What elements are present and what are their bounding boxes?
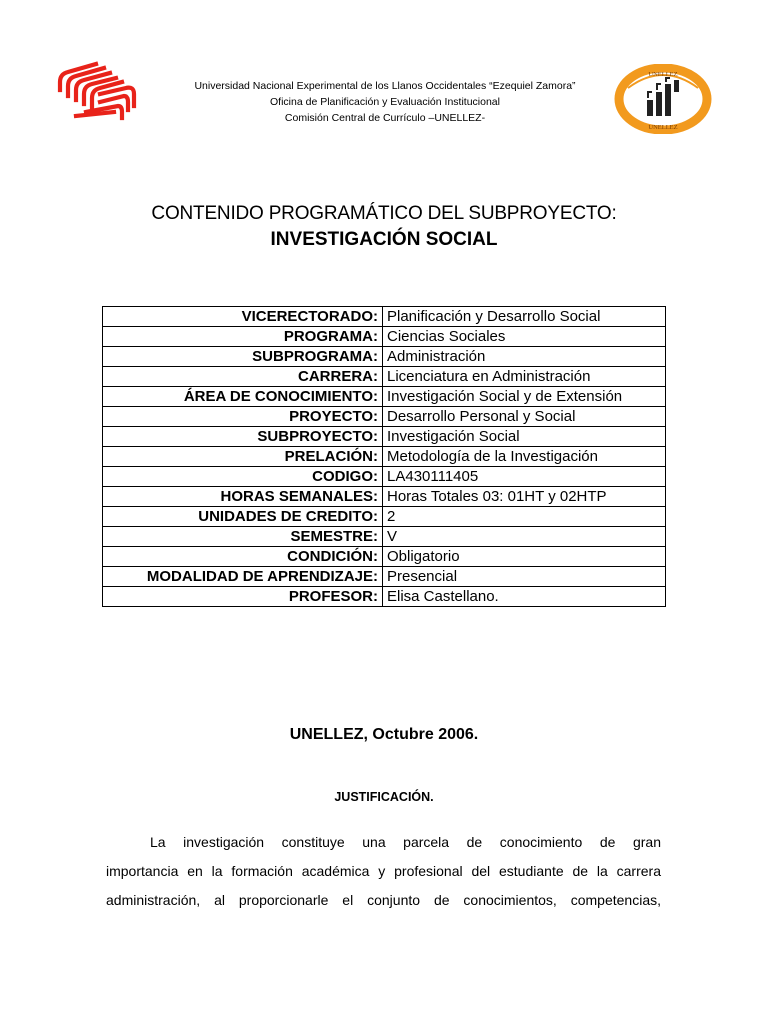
info-table-row	[103, 527, 666, 547]
info-label: CONDICIÓN:	[103, 547, 383, 567]
info-table-row	[103, 327, 666, 347]
info-label: UNIDADES DE CREDITO:	[103, 507, 383, 527]
info-table-row	[103, 387, 666, 407]
info-value: Desarrollo Personal y Social	[383, 407, 666, 427]
info-value: Investigación Social y de Extensión	[383, 387, 666, 407]
info-value: V	[383, 527, 666, 547]
info-table-row	[103, 427, 666, 447]
info-value: Horas Totales 03: 01HT y 02HTP	[383, 487, 666, 507]
paragraph-line: administración, al proporcionarle el conjunto de conocimientos, competencias,	[106, 892, 661, 908]
info-label: CARRERA:	[103, 367, 383, 387]
info-value: Ciencias Sociales	[383, 327, 666, 347]
document-title: CONTENIDO PROGRAMÁTICO DEL SUBPROYECTO:	[151, 203, 617, 224]
info-table-row	[103, 447, 666, 467]
info-label: PROGRAMA:	[103, 327, 383, 347]
justification-paragraph	[106, 828, 661, 915]
info-label: PROYECTO:	[103, 407, 383, 427]
info-label: SUBPROYECTO:	[103, 427, 383, 447]
info-table-row	[103, 407, 666, 427]
info-value: Planificación y Desarrollo Social	[383, 307, 666, 327]
info-label: PROFESOR:	[103, 587, 383, 607]
info-value: Obligatorio	[383, 547, 666, 567]
info-value: Elisa Castellano.	[383, 587, 666, 607]
info-label: MODALIDAD DE APRENDIZAJE:	[103, 567, 383, 587]
info-table-row	[103, 547, 666, 567]
subproject-title: INVESTIGACIÓN SOCIAL	[270, 229, 498, 250]
opei-logo	[614, 64, 712, 134]
seal-top-text: UNELLEZ	[648, 71, 678, 78]
info-label: SUBPROGRAMA:	[103, 347, 383, 367]
info-label: ÁREA DE CONOCIMIENTO:	[103, 387, 383, 407]
header-line-university: Universidad Nacional Experimental de los Llanos Occidentales “Ezequiel Zamora”	[194, 80, 576, 92]
info-table-row	[103, 347, 666, 367]
info-table-row	[103, 487, 666, 507]
info-label: VICERECTORADO:	[103, 307, 383, 327]
info-label: SEMESTRE:	[103, 527, 383, 547]
info-label: CODIGO:	[103, 467, 383, 487]
info-value: Metodología de la Investigación	[383, 447, 666, 467]
info-table-row	[103, 587, 666, 607]
unellez-logo	[56, 60, 140, 124]
header-line-office: Oficina de Planificación y Evaluación Institucional	[270, 96, 500, 108]
info-value: LA430111405	[383, 467, 666, 487]
paragraph-line: La investigación constituye una parcela de conocimiento de gran	[150, 834, 661, 850]
info-table-row	[103, 307, 666, 327]
info-value: Administración	[383, 347, 666, 367]
seal-bottom-text: UNELLEZ	[648, 124, 678, 131]
opei-seal-icon	[614, 64, 712, 134]
info-table-row	[103, 467, 666, 487]
unellez-red-logo-icon	[56, 60, 140, 124]
info-table-row	[103, 567, 666, 587]
header-line-commission: Comisión Central de Currículo –UNELLEZ-	[284, 112, 486, 124]
section-title-justificacion: JUSTIFICACIÓN.	[334, 790, 434, 804]
info-label: PRELACIÓN:	[103, 447, 383, 467]
paragraph-line: importancia en la formación académica y profesional del estudiante de la carrera	[106, 863, 661, 879]
info-table-row	[103, 507, 666, 527]
info-table-row	[103, 367, 666, 387]
info-value: Licenciatura en Administración	[383, 367, 666, 387]
info-value: Presencial	[383, 567, 666, 587]
info-value: Investigación Social	[383, 427, 666, 447]
subproject-info-table	[102, 306, 666, 607]
institution-header	[160, 78, 610, 126]
date-line: UNELLEZ, Octubre 2006.	[289, 726, 479, 743]
info-label: HORAS SEMANALES:	[103, 487, 383, 507]
info-value: 2	[383, 507, 666, 527]
